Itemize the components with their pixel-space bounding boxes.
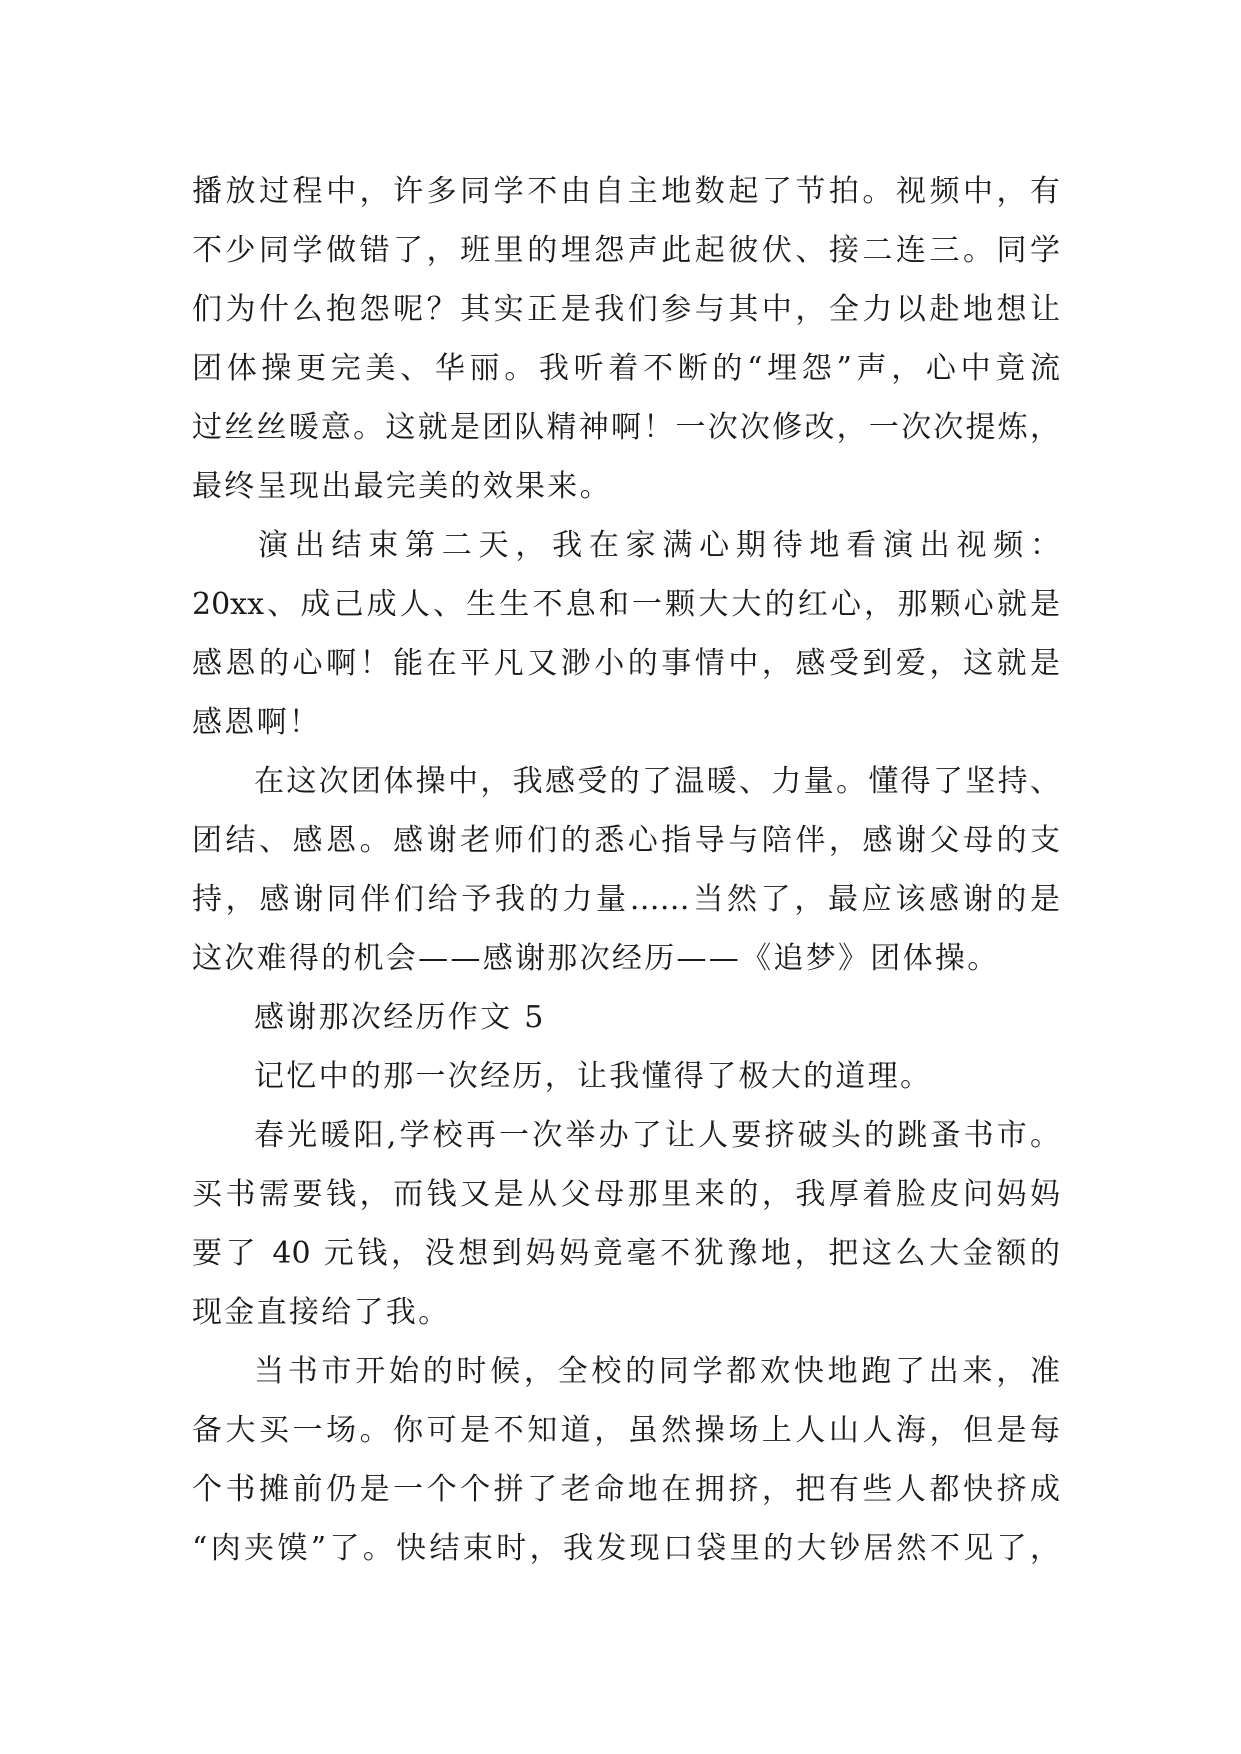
text-line: 持，感谢同伴们给予我的力量……当然了，最应该感谢的是 [192, 882, 1060, 917]
paragraph-start: 记忆中的那一次经历，让我懂得了极大的道理。 [254, 1059, 933, 1094]
paragraph-start: 在这次团体操中，我感受的了温暖、力量。懂得了坚持、 [254, 764, 1060, 799]
text-line: 不少同学做错了，班里的埋怨声此起彼伏、接二连三。同学 [192, 233, 1060, 268]
text-line: 最终呈现出最完美的效果来。 [192, 469, 612, 504]
text-line: 备大买一场。你可是不知道，虽然操场上人山人海，但是每 [192, 1413, 1060, 1448]
text-line: 团结、感恩。感谢老师们的悉心指导与陪伴，感谢父母的支 [192, 823, 1060, 858]
essay-body [192, 162, 1060, 1578]
text-line: “肉夹馍”了。快结束时，我发现口袋里的大钞居然不见了， [192, 1531, 1060, 1566]
section-heading: 感谢那次经历作文 5 [254, 1000, 546, 1035]
text-line: 感恩啊！ [192, 705, 322, 740]
text-line: 播放过程中，许多同学不由自主地数起了节拍。视频中，有 [192, 174, 1060, 209]
paragraph-start: 当书市开始的时候，全校的同学都欢快地跑了出来，准 [254, 1354, 1060, 1389]
text-line: 个书摊前仍是一个个拼了老命地在拥挤，把有些人都快挤成 [192, 1472, 1060, 1507]
text-line: 过丝丝暖意。这就是团队精神啊！一次次修改，一次次提炼， [192, 410, 1060, 445]
text-line: 现金直接给了我。 [192, 1295, 451, 1330]
text-line: 这次难得的机会——感谢那次经历——《追梦》团体操。 [192, 941, 1000, 976]
paragraph-start: 春光暖阳,学校再一次举办了让人要挤破头的跳蚤书市。 [254, 1118, 1060, 1153]
paragraph-start: 演出结束第二天，我在家满心期待地看演出视频： [258, 528, 1060, 563]
text-line: 团体操更完美、华丽。我听着不断的“埋怨”声，心中竟流 [192, 351, 1060, 386]
text-line: 20xx、成己成人、生生不息和一颗大大的红心，那颗心就是 [192, 587, 1060, 622]
text-line: 感恩的心啊！能在平凡又渺小的事情中，感受到爱，这就是 [192, 646, 1060, 681]
text-line: 要了 40 元钱，没想到妈妈竟毫不犹豫地，把这么大金额的 [192, 1236, 1060, 1271]
text-line: 们为什么抱怨呢？其实正是我们参与其中，全力以赴地想让 [192, 292, 1060, 327]
text-line: 买书需要钱，而钱又是从父母那里来的，我厚着脸皮问妈妈 [192, 1177, 1060, 1212]
